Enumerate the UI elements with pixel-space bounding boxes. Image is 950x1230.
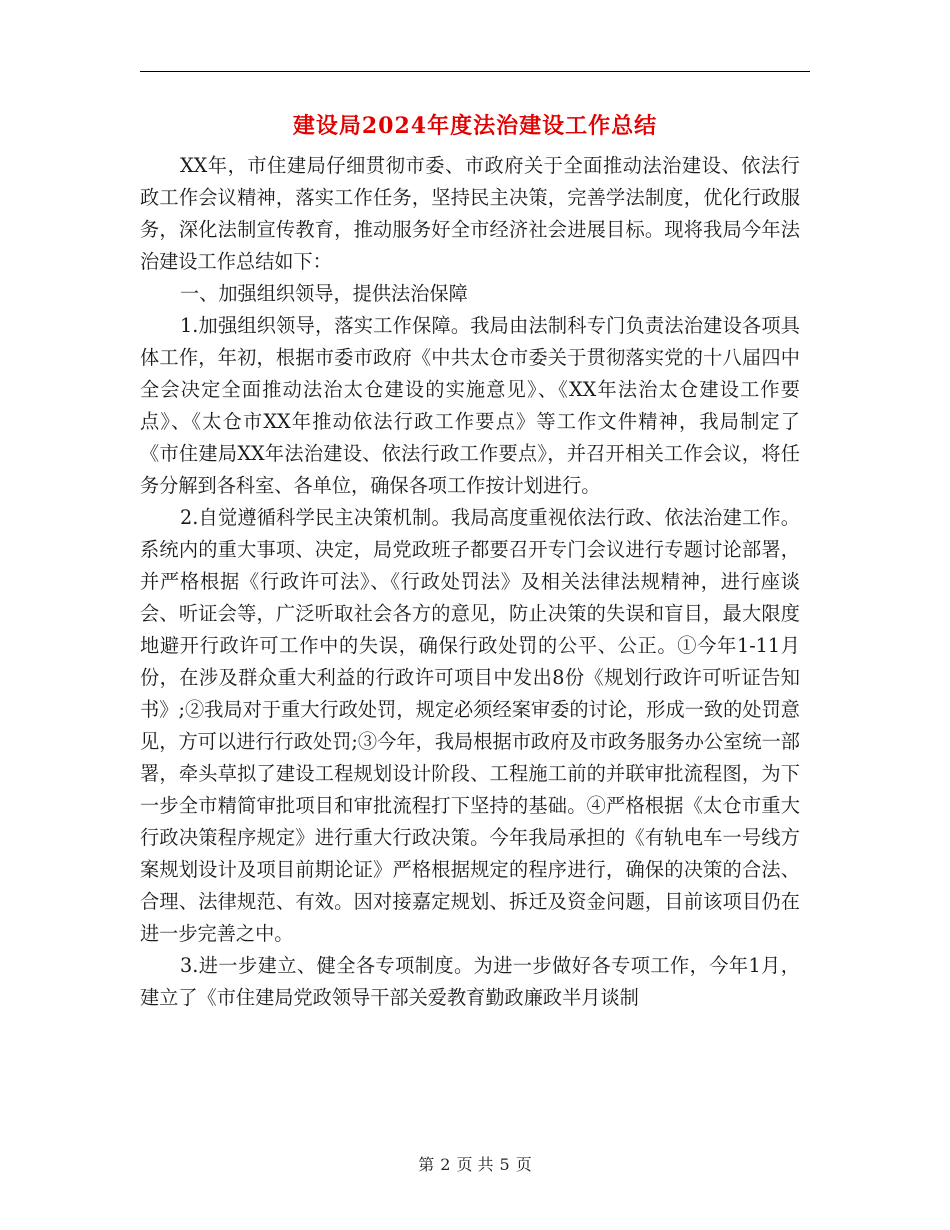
footer-suffix: 页 xyxy=(515,1155,532,1174)
paragraph-item-3: 3.进一步建立、健全各专项制度。为进一步做好各专项工作，今年1月，建立了《市住建局党政领导干部关爱教育勤政廉政半月谈制 xyxy=(140,954,800,1009)
section-heading-1: 一、加强组织领导，提供法治保障 xyxy=(180,282,468,305)
document-title: 建设局2024年度法治建设工作总结 xyxy=(292,113,658,139)
document-body xyxy=(140,150,800,1014)
footer-prefix: 第 xyxy=(418,1155,435,1174)
paragraph-item-1: 1.加强组织领导，落实工作保障。我局由法制科专门负责法治建设各项具体工作，年初，根据市委市政府《中共太仓市委关于贯彻落实党的十八届四中全会决定全面推动法治太仓建设的实施意见》、《XX年法治太仓建设工作要点》、《太仓市XX年推动依法行政工作要点》等工作文件精神，我局制定了《市住建局XX年法治建设、依法行政工作要点》，并召开相关工作会议，将任务分解到各科室、各单位，确保各项工作按计划进行。 xyxy=(140,314,800,497)
footer-page-number: 2 xyxy=(440,1155,451,1174)
paragraph-intro: XX年，市住建局仔细贯彻市委、市政府关于全面推动法治建设、依法行政工作会议精神，落实工作任务，坚持民主决策，完善学法制度，优化行政服务，深化法制宣传教育，推动服务好全市经济社会进展目标。现将我局今年法治建设工作总结如下： xyxy=(140,154,800,273)
footer-mid: 页 共 xyxy=(456,1155,494,1174)
page-footer xyxy=(0,1152,950,1175)
header-rule xyxy=(140,71,810,72)
paragraph-item-2: 2.自觉遵循科学民主决策机制。我局高度重视依法行政、依法治建工作。系统内的重大事项、决定，局党政班子都要召开专门会议进行专题讨论部署，并严格根据《行政许可法》、《行政处罚法》及相关法律法规精神，进行座谈会、听证会等，广泛听取社会各方的意见，防止决策的失误和盲目，最大限度地避开行政许可工作中的失误，确保行政处罚的公平、公正。①今年1-11月份，在涉及群众重大利益的行政许可项目中发出8份《规划行政许可听证告知书》;②我局对于重大行政处罚，规定必须经案审委的讨论，形成一致的处罚意见，方可以进行行政处罚;③今年，我局根据市政府及市政务服务办公室统一部署，牵头草拟了建设工程规划设计阶段、工程施工前的并联审批流程图，为下一步全市精简审批项目和审批流程打下坚持的基础。④严格根据《太仓市重大行政决策程序规定》进行重大行政决策。今年我局承担的《有轨电车一号线方案规划设计及项目前期论证》严格根据规定的程序进行，确保的决策的合法、合理、法律规范、有效。因对接嘉定规划、拆迁及资金问题，目前该项目仍在进一步完善之中。 xyxy=(140,506,800,945)
footer-total-pages: 5 xyxy=(499,1155,510,1174)
